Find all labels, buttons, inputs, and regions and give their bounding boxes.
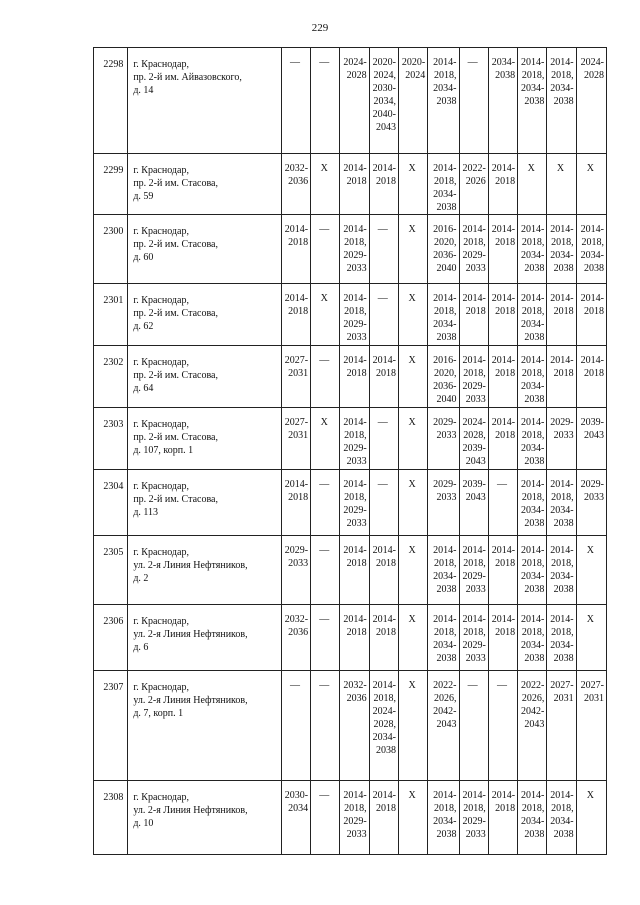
address-line: г. Краснодар,	[133, 481, 189, 492]
address-line: г. Краснодар,	[133, 616, 189, 627]
address-line: ул. 2-я Линия Нефтяников,	[133, 560, 248, 571]
period-cell: 2014- 2018, 2034- 2038	[518, 48, 547, 154]
period-cell: 2020- 2024	[398, 48, 427, 154]
period-cell: 2029- 2033	[428, 470, 459, 536]
period-cell: 2014- 2018	[547, 346, 576, 408]
period-cell: 2014- 2018, 2034- 2038	[428, 536, 459, 605]
period-cell: 2032- 2036	[281, 605, 310, 671]
period-cell: —	[311, 671, 340, 781]
period-cell: 2014- 2018	[488, 215, 517, 284]
address-cell	[128, 470, 281, 536]
period-cell: 2016- 2020, 2036- 2040	[428, 346, 459, 408]
period-cell: —	[369, 408, 398, 470]
period-cell: 2014- 2018, 2034- 2038	[547, 781, 576, 855]
address-line: г. Краснодар,	[133, 547, 189, 558]
period-cell: —	[459, 671, 488, 781]
period-cell: X	[398, 671, 427, 781]
address-line: г. Краснодар,	[133, 226, 189, 237]
period-cell: 2030- 2034	[281, 781, 310, 855]
period-cell: 2014- 2018, 2029- 2033	[340, 470, 369, 536]
period-cell: 2014- 2018	[488, 408, 517, 470]
period-cell: 2024- 2028	[576, 48, 606, 154]
period-cell: X	[576, 536, 606, 605]
table-row	[94, 605, 607, 671]
period-cell: 2032- 2036	[340, 671, 369, 781]
period-cell: 2014- 2018, 2034- 2038	[428, 48, 459, 154]
period-cell: 2014- 2018	[488, 605, 517, 671]
period-cell: 2014- 2018, 2029- 2033	[340, 215, 369, 284]
period-cell: 2014- 2018, 2034- 2038	[428, 284, 459, 346]
period-cell: 2014- 2018, 2029- 2033	[459, 346, 488, 408]
address-cell	[128, 408, 281, 470]
table-row	[94, 48, 607, 154]
address-line: д. 10	[133, 818, 154, 829]
period-cell: 2014- 2018	[281, 284, 310, 346]
period-cell: 2014- 2018	[488, 154, 517, 215]
period-cell: 2029- 2033	[547, 408, 576, 470]
table-row	[94, 470, 607, 536]
period-cell: —	[459, 48, 488, 154]
period-cell: X	[398, 346, 427, 408]
period-cell: X	[398, 154, 427, 215]
row-number: 2300	[94, 215, 128, 284]
table-row	[94, 346, 607, 408]
period-cell: 2014- 2018, 2034- 2038	[428, 154, 459, 215]
period-cell: X	[311, 284, 340, 346]
period-cell: 2014- 2018, 2034- 2038	[518, 536, 547, 605]
row-number: 2307	[94, 671, 128, 781]
address-line: ул. 2-я Линия Нефтяников,	[133, 805, 248, 816]
period-cell: 2014- 2018	[369, 346, 398, 408]
period-cell: —	[311, 605, 340, 671]
address-line: ул. 2-я Линия Нефтяников,	[133, 695, 248, 706]
address-line: г. Краснодар,	[133, 419, 189, 430]
address-line: пр. 2-й им. Стасова,	[133, 239, 218, 250]
table-row	[94, 284, 607, 346]
period-cell: 2014- 2018	[488, 346, 517, 408]
period-cell: X	[311, 408, 340, 470]
period-cell: 2014- 2018	[340, 154, 369, 215]
period-cell: 2014- 2018, 2034- 2038	[547, 536, 576, 605]
address-line: г. Краснодар,	[133, 357, 189, 368]
period-cell: —	[281, 48, 310, 154]
period-cell: X	[398, 215, 427, 284]
registry-table	[93, 47, 607, 855]
period-cell: —	[369, 284, 398, 346]
address-line: пр. 2-й им. Стасова,	[133, 432, 218, 443]
period-cell: 2027- 2031	[547, 671, 576, 781]
period-cell: 2014- 2018, 2029- 2033	[340, 284, 369, 346]
address-cell	[128, 605, 281, 671]
period-cell: 2014- 2018	[369, 781, 398, 855]
period-cell: X	[398, 284, 427, 346]
address-line: д. 7, корп. 1	[133, 708, 184, 719]
period-cell: —	[488, 671, 517, 781]
period-cell: X	[398, 470, 427, 536]
row-number: 2304	[94, 470, 128, 536]
period-cell: 2014- 2018, 2029- 2033	[459, 215, 488, 284]
address-line: д. 2	[133, 573, 149, 584]
address-line: пр. 2-й им. Стасова,	[133, 308, 218, 319]
period-cell: 2014- 2018, 2029- 2033	[340, 408, 369, 470]
table-row	[94, 154, 607, 215]
period-cell: —	[369, 215, 398, 284]
period-cell: 2014- 2018	[281, 470, 310, 536]
address-line: ул. 2-я Линия Нефтяников,	[133, 629, 248, 640]
address-line: г. Краснодар,	[133, 792, 189, 803]
period-cell: 2039- 2043	[576, 408, 606, 470]
page-number: 229	[311, 22, 329, 34]
period-cell: 2014- 2018, 2029- 2033	[459, 781, 488, 855]
address-line: д. 62	[133, 321, 154, 332]
period-cell: 2024- 2028, 2039- 2043	[459, 408, 488, 470]
period-cell: X	[398, 408, 427, 470]
table-body	[94, 48, 607, 855]
address-line: д. 60	[133, 252, 154, 263]
table-row	[94, 781, 607, 855]
address-line: г. Краснодар,	[133, 295, 189, 306]
period-cell: —	[311, 781, 340, 855]
address-line: пр. 2-й им. Стасова,	[133, 370, 218, 381]
period-cell: 2014- 2018, 2034- 2038	[576, 215, 606, 284]
period-cell: —	[311, 48, 340, 154]
period-cell: 2024- 2028	[340, 48, 369, 154]
period-cell: 2014- 2018	[340, 536, 369, 605]
table-row	[94, 215, 607, 284]
period-cell: 2022- 2026	[459, 154, 488, 215]
period-cell: 2039- 2043	[459, 470, 488, 536]
period-cell: —	[311, 215, 340, 284]
period-cell: 2014- 2018, 2034- 2038	[518, 470, 547, 536]
period-cell: 2014- 2018	[576, 346, 606, 408]
period-cell: X	[518, 154, 547, 215]
period-cell: 2014- 2018	[488, 781, 517, 855]
address-line: д. 6	[133, 642, 149, 653]
row-number: 2299	[94, 154, 128, 215]
address-line: пр. 2-й им. Стасова,	[133, 178, 218, 189]
row-number: 2298	[94, 48, 128, 154]
period-cell: 2014- 2018	[488, 284, 517, 346]
address-cell	[128, 154, 281, 215]
row-number: 2305	[94, 536, 128, 605]
period-cell: —	[488, 470, 517, 536]
period-cell: 2014- 2018	[340, 346, 369, 408]
address-line: г. Краснодар,	[133, 165, 189, 176]
period-cell: 2029- 2033	[281, 536, 310, 605]
period-cell: 2014- 2018	[369, 605, 398, 671]
period-cell: 2014- 2018, 2034- 2038	[547, 215, 576, 284]
address-cell	[128, 215, 281, 284]
period-cell: 2016- 2020, 2036- 2040	[428, 215, 459, 284]
address-cell	[128, 781, 281, 855]
table-row	[94, 536, 607, 605]
address-line: г. Краснодар,	[133, 682, 189, 693]
period-cell: —	[311, 346, 340, 408]
address-cell	[128, 346, 281, 408]
period-cell: X	[576, 781, 606, 855]
period-cell: —	[281, 671, 310, 781]
period-cell: 2014- 2018, 2034- 2038	[518, 781, 547, 855]
address-line: д. 107, корп. 1	[133, 445, 194, 456]
period-cell: 2014- 2018	[547, 284, 576, 346]
table-row	[94, 408, 607, 470]
period-cell: 2022- 2026, 2042- 2043	[428, 671, 459, 781]
period-cell: 2014- 2018, 2034- 2038	[518, 408, 547, 470]
address-line: д. 64	[133, 383, 154, 394]
period-cell: 2014- 2018	[369, 154, 398, 215]
address-cell	[128, 536, 281, 605]
period-cell: 2014- 2018, 2034- 2038	[547, 470, 576, 536]
period-cell: —	[311, 470, 340, 536]
address-line: д. 59	[133, 191, 154, 202]
row-number: 2303	[94, 408, 128, 470]
row-number: 2306	[94, 605, 128, 671]
period-cell: X	[547, 154, 576, 215]
period-cell: X	[398, 536, 427, 605]
period-cell: —	[369, 470, 398, 536]
period-cell: 2027- 2031	[576, 671, 606, 781]
address-line: пр. 2-й им. Стасова,	[133, 494, 218, 505]
row-number: 2302	[94, 346, 128, 408]
period-cell: X	[398, 605, 427, 671]
period-cell: X	[398, 781, 427, 855]
period-cell: 2029- 2033	[428, 408, 459, 470]
period-cell: X	[576, 605, 606, 671]
period-cell: 2014- 2018, 2034- 2038	[547, 605, 576, 671]
period-cell: 2014- 2018, 2029- 2033	[340, 781, 369, 855]
period-cell: —	[311, 536, 340, 605]
period-cell: 2027- 2031	[281, 408, 310, 470]
address-line: д. 14	[133, 85, 154, 96]
period-cell: 2014- 2018	[369, 536, 398, 605]
period-cell: 2014- 2018, 2034- 2038	[428, 605, 459, 671]
period-cell: 2014- 2018, 2034- 2038	[518, 284, 547, 346]
period-cell: 2014- 2018	[281, 215, 310, 284]
period-cell: X	[311, 154, 340, 215]
period-cell: 2014- 2018, 2029- 2033	[459, 605, 488, 671]
period-cell: 2014- 2018, 2034- 2038	[428, 781, 459, 855]
period-cell: 2014- 2018, 2034- 2038	[518, 215, 547, 284]
period-cell: 2014- 2018, 2034- 2038	[547, 48, 576, 154]
address-line: пр. 2-й им. Айвазовского,	[133, 72, 242, 83]
period-cell: 2014- 2018, 2029- 2033	[459, 536, 488, 605]
address-cell	[128, 284, 281, 346]
period-cell: 2014- 2018, 2034- 2038	[518, 605, 547, 671]
period-cell: 2027- 2031	[281, 346, 310, 408]
period-cell: 2014- 2018	[459, 284, 488, 346]
address-line: д. 113	[133, 507, 159, 518]
address-cell	[128, 48, 281, 154]
row-number: 2308	[94, 781, 128, 855]
period-cell: 2029- 2033	[576, 470, 606, 536]
period-cell: X	[576, 154, 606, 215]
period-cell: 2022- 2026, 2042- 2043	[518, 671, 547, 781]
period-cell: 2032- 2036	[281, 154, 310, 215]
table-row	[94, 671, 607, 781]
period-cell: 2020- 2024, 2030- 2034, 2040- 2043	[369, 48, 398, 154]
row-number: 2301	[94, 284, 128, 346]
period-cell: 2014- 2018	[576, 284, 606, 346]
period-cell: 2014- 2018	[488, 536, 517, 605]
period-cell: 2034- 2038	[488, 48, 517, 154]
address-line: г. Краснодар,	[133, 59, 189, 70]
address-cell	[128, 671, 281, 781]
period-cell: 2014- 2018	[340, 605, 369, 671]
period-cell: 2014- 2018, 2034- 2038	[518, 346, 547, 408]
period-cell: 2014- 2018, 2024- 2028, 2034- 2038	[369, 671, 398, 781]
